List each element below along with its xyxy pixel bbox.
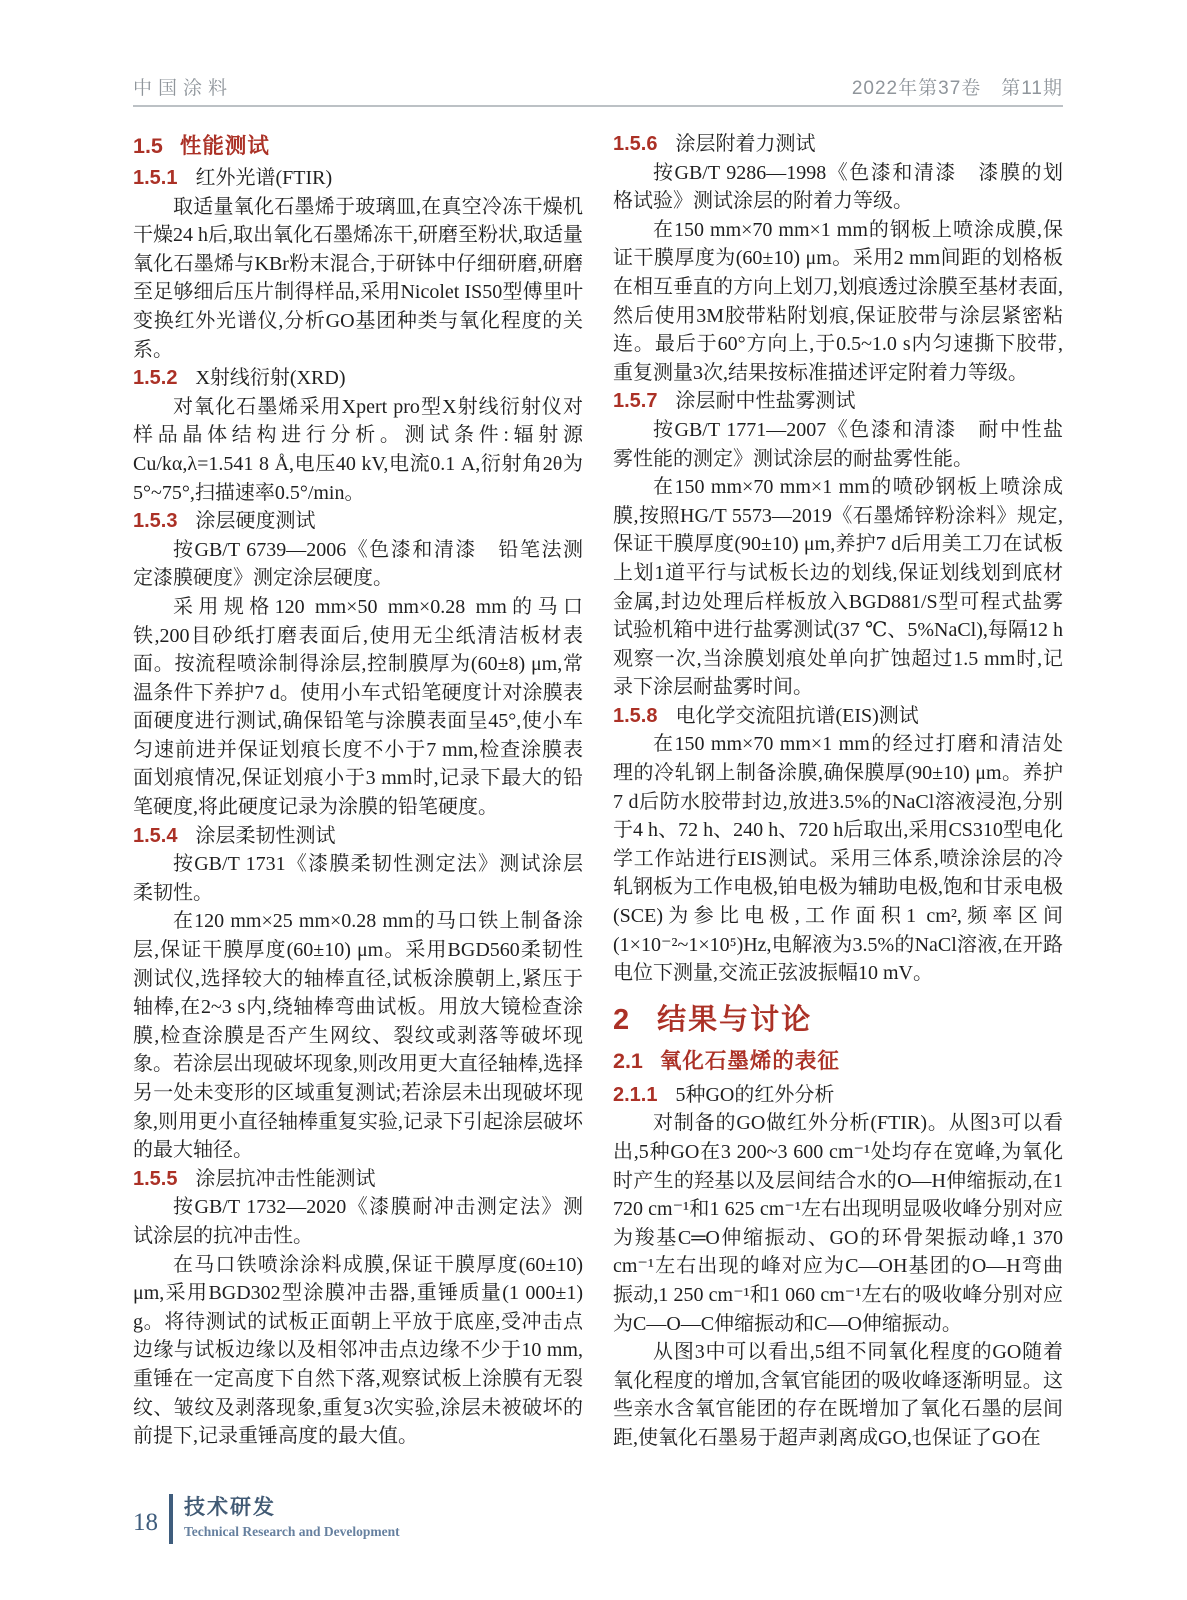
heading-number: 2.1: [613, 1048, 643, 1073]
heading-title: 5种GO的红外分析: [675, 1083, 835, 1106]
paragraph-flexibility-procedure: 在120 mm×25 mm×0.28 mm的马口铁上制备涂层,保证干膜厚度(60±10) μm。采用BGD560柔韧性测试仪,选择较大的轴棒直径,试板涂膜朝上,紧压于轴棒,在2~3 s内,绕轴棒弯曲试板。用放大镜检查涂膜,检查涂膜是否产生网纹、裂纹或剥落等破坏现象。若涂层出现破坏现象,则改用更大直径轴棒,选择另一处未变形的区域重复测试;若涂层未出现破坏现象,则用更小直径轴棒重复实验,记录下引起涂层破坏的最大轴径。: [133, 910, 583, 1162]
heading-number: 1.5: [133, 134, 163, 158]
heading-1-5-6: [613, 130, 1063, 159]
paragraph-ftir-results-discussion: 从图3中可以看出,5组不同氧化程度的GO随着氧化程度的增加,含氧官能团的吸收峰逐渐明显。这些亲水含氧官能团的存在既增加了氧化石墨的层间距,使氧化石墨易于超声剥离成GO,也保证了GO在: [613, 1341, 1063, 1449]
heading-number: 2.1.1: [613, 1083, 658, 1106]
heading-title: 涂层抗冲击性能测试: [195, 1167, 376, 1190]
header-rule: [133, 105, 1063, 107]
heading-title: 结果与讨论: [657, 1003, 813, 1036]
heading-1-5-4: [133, 822, 583, 851]
paragraph-adhesion-standard: 按GB/T 9286—1998《色漆和清漆 漆膜的划格试验》测试涂层的附着力等级。: [613, 161, 1063, 213]
heading-1-5-5: [133, 1165, 583, 1194]
heading-2-1-1: [613, 1081, 1063, 1110]
heading-1-5-2: [133, 364, 583, 393]
heading-1-5-3: [133, 507, 583, 536]
paragraph-ftir-method: 取适量氧化石墨烯于玻璃皿,在真空冷冻干燥机干燥24 h后,取出氧化石墨烯冻干,研磨至粉状,取适量氧化石墨烯与KBr粉末混合,于研钵中仔细研磨,研磨至足够细后压片制得样品,采用Nicolet IS50型傅里叶变换红外光谱仪,分析GO基团种类与氧化程度的关系。: [133, 195, 583, 361]
heading-2-1: [613, 1046, 1063, 1076]
paragraph-xrd-method: 对氧化石墨烯采用Xpert pro型X射线衍射仪对样品晶体结构进行分析。测试条件:辐射源Cu/kα,λ=1.541 8 Å,电压40 kV,电流0.1 A,衍射角2θ为5°~75°,扫描速率0.5°/min。: [133, 395, 583, 504]
footer-section-en: Technical Research and Development: [184, 1524, 400, 1539]
paragraph-flexibility-standard: 按GB/T 1731《漆膜柔韧性测定法》测试涂层柔韧性。: [133, 853, 583, 904]
right-column: [613, 130, 1063, 1453]
footer-section: [184, 1494, 400, 1544]
heading-title: 涂层附着力测试: [675, 133, 816, 155]
heading-1-5-8: [613, 702, 1063, 731]
paragraph-adhesion-procedure: 在150 mm×70 mm×1 mm的钢板上喷涂成膜,保证干膜厚度为(60±10) μm。采用2 mm间距的划格板在相互垂直的方向上划刀,划痕透过涂膜至基材表面,然后使用3M胶带粘附划痕,保证胶带与涂层紧密粘连。最后于60°方向上,于0.5~1.0 s内匀速撕下胶带,重复测量3次,结果按标准描述评定附着力等级。: [613, 218, 1063, 384]
heading-number: 1.5.1: [133, 167, 178, 189]
paragraph-hardness-standard: 按GB/T 6739—2006《色漆和清漆 铅笔法测定漆膜硬度》测定涂层硬度。: [133, 538, 583, 590]
heading-1-5: [133, 131, 583, 161]
heading-1-5-1: [133, 164, 583, 193]
heading-title: 红外光谱(FTIR): [195, 167, 333, 189]
heading-title: 涂层硬度测试: [195, 510, 316, 533]
paragraph-eis-procedure: 在150 mm×70 mm×1 mm的经过打磨和清洁处理的冷轧钢上制备涂膜,确保膜厚(90±10) μm。养护7 d后防水胶带封边,放进3.5%的NaCl溶液浸泡,分别于4 h、72 h、240 h、720 h后取出,采用CS310型电化学工作站进行EIS测试。采用三体系,喷涂涂层的冷轧钢板为工作电极,铂电极为辅助电极,饱和甘汞电极(SCE)为参比电极,工作面积1 cm²,频率区间(1×10⁻²~1×10⁵)Hz,电解液为3.5%的NaCl溶液,在开路电位下测量,交流正弦波振幅10 mV。: [613, 733, 1063, 985]
heading-2: [613, 1003, 1063, 1037]
heading-number: 1.5.7: [613, 390, 658, 413]
page-number: 18: [133, 1509, 158, 1536]
heading-title: 涂层柔韧性测试: [195, 824, 336, 847]
page-footer: [133, 1494, 400, 1544]
heading-number: 2: [613, 1003, 630, 1036]
heading-number: 1.5.6: [613, 133, 658, 155]
journal-name: 中国涂料: [133, 78, 234, 99]
heading-title: X射线衍射(XRD): [195, 367, 346, 390]
paragraph-hardness-procedure: 采用规格120 mm×50 mm×0.28 mm的马口铁,200目砂纸打磨表面后,使用无尘纸清洁板材表面。按流程喷涂制得涂层,控制膜厚为(60±8) μm,常温条件下养护7 d。使用小车式铅笔硬度计对涂膜表面硬度进行测试,确保铅笔与涂膜表面呈45°,使小车匀速前进并保证划痕长度不小于7 mm,检查涂膜表面划痕情况,保证划痕小于3 mm时,记录下最大的铅笔硬度,将此硬度记录为涂膜的铅笔硬度。: [133, 595, 583, 819]
content-columns: [133, 130, 1063, 1453]
footer-divider-bar: [169, 1494, 173, 1544]
paragraph-saltspray-procedure: 在150 mm×70 mm×1 mm的喷砂钢板上喷涂成膜,按照HG/T 5573—2019《石墨烯锌粉涂料》规定,保证干膜厚度(90±10) μm,养护7 d后用美工刀在试板上划1道平行与试板长边的划线,保证划线划到底材金属,封边处理后样板放入BGD881/S型可程式盐雾试验机箱中进行盐雾测试(37 ℃、5%NaCl),每隔12 h观察一次,当涂膜划痕处单向扩蚀超过1.5 mm时,记录下涂层耐盐雾时间。: [613, 476, 1063, 699]
page-header: [133, 78, 1063, 100]
heading-title: 性能测试: [179, 134, 270, 158]
left-column: [133, 130, 583, 1453]
heading-title: 涂层耐中性盐雾测试: [675, 390, 856, 413]
heading-number: 1.5.4: [133, 824, 178, 847]
heading-number: 1.5.5: [133, 1167, 178, 1190]
footer-section-cn: 技术研发: [184, 1496, 276, 1519]
issue-info: 2022年第37卷 第11期: [851, 78, 1063, 99]
heading-number: 1.5.8: [613, 704, 658, 727]
paragraph-impact-standard: 按GB/T 1732—2020《漆膜耐冲击测定法》测试涂层的抗冲击性。: [133, 1196, 583, 1247]
heading-1-5-7: [613, 387, 1063, 416]
heading-number: 1.5.3: [133, 510, 178, 533]
paragraph-saltspray-standard: 按GB/T 1771—2007《色漆和清漆 耐中性盐雾性能的测定》测试涂层的耐盐雾性能。: [613, 418, 1063, 470]
heading-number: 1.5.2: [133, 367, 178, 390]
heading-title: 电化学交流阻抗谱(EIS)测试: [675, 704, 919, 727]
paragraph-impact-procedure: 在马口铁喷涂涂料成膜,保证干膜厚度(60±10) μm,采用BGD302型涂膜冲击器,重锤质量(1 000±1) g。将待测试的试板正面朝上平放于底座,受冲击点边缘与试板边缘以及相邻冲击点边缘不少于10 mm,重锤在一定高度下自然下落,观察试板上涂膜有无裂纹、皱纹及剥落现象,重复3次实验,涂层未被破坏的前提下,记录重锤高度的最大值。: [133, 1253, 583, 1448]
paragraph-ftir-results-peaks: 对制备的GO做红外分析(FTIR)。从图3可以看出,5种GO在3 200~3 600 cm⁻¹处均存在宽峰,为氧化时产生的羟基以及层间结合水的O—H伸缩振动,在1 720 cm⁻¹和1 625 cm⁻¹左右出现明显吸收峰分别对应为羧基C═O伸缩振动、GO的环骨架振动峰,1 370 cm⁻¹左右出现的峰对应为C—OH基团的O—H弯曲振动,1 250 cm⁻¹和1 060 cm⁻¹左右的吸收峰分别对应为C—O—C伸缩振动和C—O伸缩振动。: [613, 1112, 1063, 1335]
heading-title: 氧化石墨烯的表征: [659, 1048, 840, 1073]
